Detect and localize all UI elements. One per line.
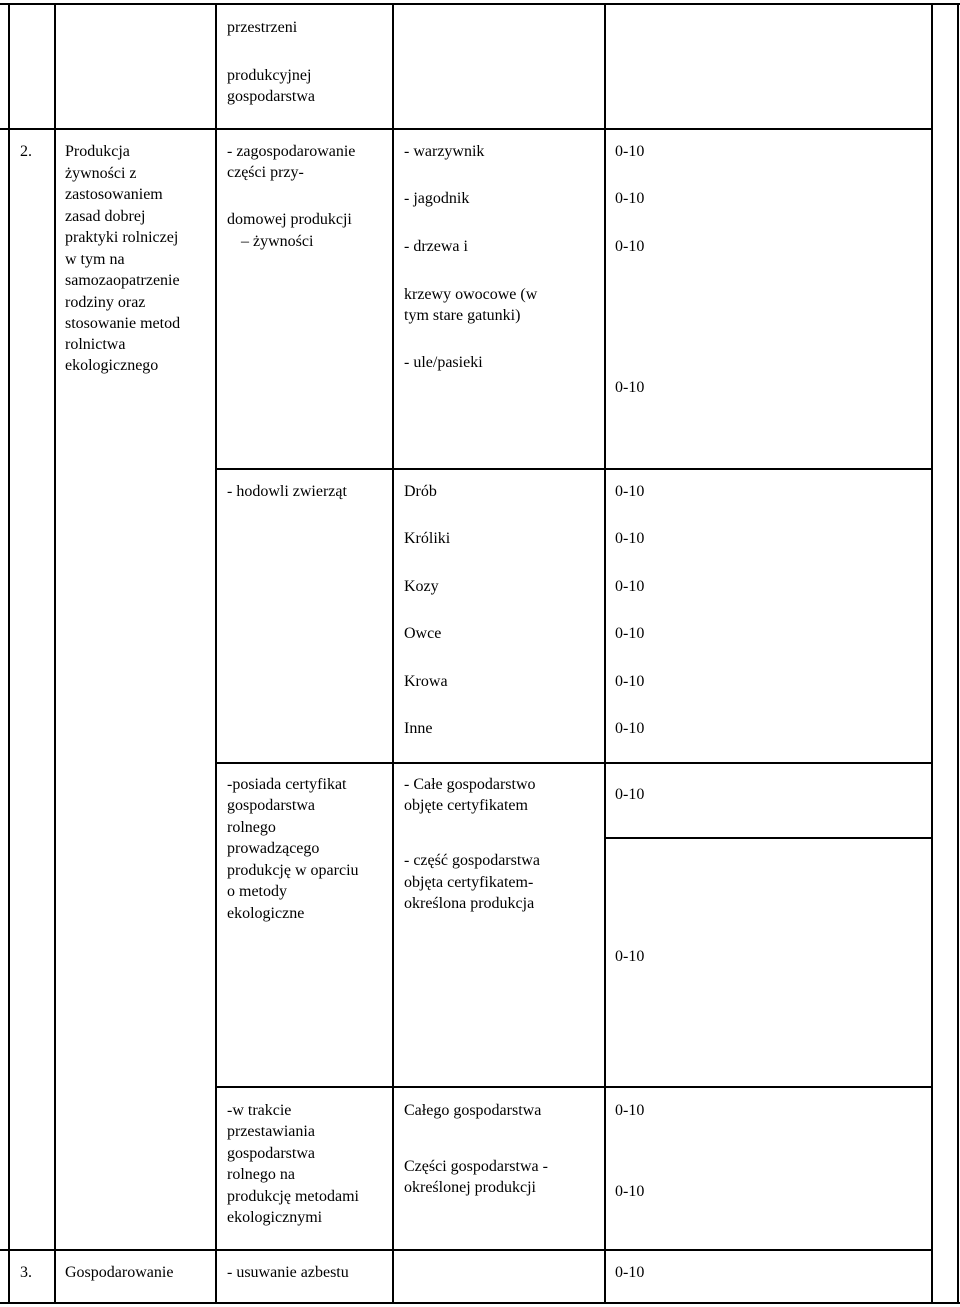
row-number: 2.	[20, 143, 32, 160]
score: 0-10	[615, 720, 645, 737]
desc-line: ekologicznymi	[227, 1209, 323, 1226]
title-line: zastosowaniem	[65, 186, 163, 203]
row-divider-3	[216, 762, 933, 764]
score-divider	[605, 837, 933, 839]
score: 0-10	[615, 238, 645, 255]
title-line: żywności z	[65, 165, 137, 182]
desc-line: -w trakcie	[227, 1102, 292, 1119]
score: 0-10	[615, 673, 645, 690]
score: 0-10	[615, 1102, 645, 1119]
desc-line: produkcję w oparciu	[227, 862, 359, 879]
item-line: Drób	[404, 483, 437, 500]
title-line: Produkcja	[65, 143, 130, 160]
row0-text: produkcyjnej	[227, 67, 312, 84]
item-line: objęte certyfikatem	[404, 797, 528, 814]
row0-text: gospodarstwa	[227, 88, 315, 105]
title-line: w tym na	[65, 251, 125, 268]
score: 0-10	[615, 143, 645, 160]
score: 0-10	[615, 578, 645, 595]
item-line: Inne	[404, 720, 433, 737]
desc-line: -posiada certyfikat	[227, 776, 347, 793]
title-line: stosowanie metod	[65, 315, 181, 332]
desc-line: - zagospodarowanie	[227, 143, 356, 160]
row-divider-4	[216, 1086, 933, 1088]
item-line: tym stare gatunki)	[404, 307, 521, 324]
item-line: określona produkcja	[404, 895, 535, 912]
item-line: Krowa	[404, 673, 448, 690]
score: 0-10	[615, 786, 645, 803]
item-line: - jagodnik	[404, 190, 470, 207]
title-line: ekologicznego	[65, 357, 159, 374]
item-line: Kozy	[404, 578, 439, 595]
col-line-6	[957, 3, 959, 1304]
desc-line: rolnego	[227, 819, 276, 836]
item-line: krzewy owocowe (w	[404, 286, 538, 303]
item-line: - ule/pasieki	[404, 354, 483, 371]
desc-line: ekologiczne	[227, 905, 305, 922]
score: 0-10	[615, 190, 645, 207]
col-line-0	[8, 3, 10, 1304]
col-line-2	[215, 3, 217, 1304]
item-line: określonej produkcji	[404, 1179, 536, 1196]
desc-line: produkcję metodami	[227, 1188, 359, 1205]
desc-line: domowej produkcji	[227, 211, 352, 228]
score: 0-10	[615, 530, 645, 547]
desc-line: gospodarstwa	[227, 797, 315, 814]
desc-line: prowadzącego	[227, 840, 320, 857]
item-line: Całego gospodarstwa	[404, 1102, 542, 1119]
col-line-5	[931, 3, 933, 1304]
desc-line: rolnego na	[227, 1166, 295, 1183]
item-line: Owce	[404, 625, 442, 642]
row-divider-1	[0, 128, 933, 130]
row-divider-5	[0, 1249, 933, 1251]
title-line: samozaopatrzenie	[65, 272, 180, 289]
item-line: Króliki	[404, 530, 451, 547]
border-bottom	[0, 1302, 960, 1304]
desc-line: – żywności	[241, 233, 314, 250]
row-divider-2	[216, 468, 933, 470]
score: 0-10	[615, 1264, 645, 1281]
score: 0-10	[615, 483, 645, 500]
desc-line: przestawiania	[227, 1123, 315, 1140]
item-line: Części gospodarstwa -	[404, 1158, 548, 1175]
item-line: - część gospodarstwa	[404, 852, 540, 869]
desc-line: o metody	[227, 883, 287, 900]
title-line: rolnictwa	[65, 336, 126, 353]
score: 0-10	[615, 948, 645, 965]
score: 0-10	[615, 379, 645, 396]
item-line: objęta certyfikatem-	[404, 874, 534, 891]
score: 0-10	[615, 625, 645, 642]
row-number: 3.	[20, 1264, 32, 1281]
row3-title: Gospodarowanie	[65, 1264, 174, 1281]
border-top	[0, 3, 960, 5]
item-line: - warzywnik	[404, 143, 485, 160]
desc-line: gospodarstwa	[227, 1145, 315, 1162]
col-line-1	[54, 3, 56, 1304]
title-line: praktyki rolniczej	[65, 229, 179, 246]
desc-line: - hodowli zwierząt	[227, 483, 347, 500]
col-line-3	[392, 3, 394, 1304]
desc-line: - usuwanie azbestu	[227, 1264, 349, 1281]
col-line-4	[604, 3, 606, 1304]
score: 0-10	[615, 1183, 645, 1200]
title-line: rodziny oraz	[65, 294, 146, 311]
item-line: - drzewa i	[404, 238, 468, 255]
desc-line: części przy-	[227, 164, 304, 181]
title-line: zasad dobrej	[65, 208, 146, 225]
row0-text: przestrzeni	[227, 19, 298, 36]
item-line: - Całe gospodarstwo	[404, 776, 536, 793]
